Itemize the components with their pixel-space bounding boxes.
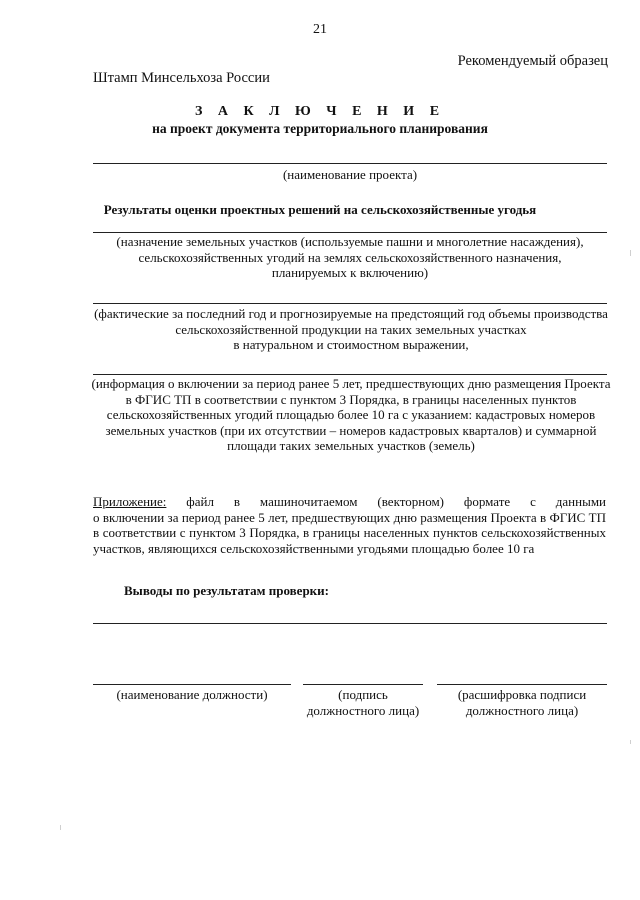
appendix-first-line-text: файл в машиночитаемом (векторном) формате с данными — [166, 494, 606, 509]
volumes-line — [93, 303, 607, 304]
purpose-caption — [93, 234, 607, 281]
scan-artifact-mark — [630, 740, 631, 744]
appendix-paragraph — [93, 494, 606, 556]
document-subtitle: на проект документа территориального планирования — [152, 121, 488, 136]
decoding-caption-line: (расшифровка подписи — [457, 687, 587, 702]
signature-caption-line: (подпись — [338, 687, 388, 702]
signature-caption-line: должностного лица) — [306, 702, 420, 718]
stamp-label: Штамп Минсельхоза России — [93, 70, 270, 86]
position-line — [93, 684, 291, 685]
project-name-caption: (наименование проекта) — [282, 167, 418, 182]
info-caption-line: площади таких земельных участков (земель) — [227, 438, 475, 453]
purpose-line — [93, 232, 607, 233]
project-name-line — [93, 163, 607, 164]
info-caption-line: земельных участков (при их отсутствии – номеров кадастровых кварталов) и суммарной — [105, 422, 597, 438]
conclusions-line — [93, 623, 607, 624]
recommended-sample-label: Рекомендуемый образец — [457, 53, 608, 69]
scan-artifact-mark — [630, 250, 631, 256]
appendix-first-line — [93, 494, 606, 510]
purpose-caption-line: (назначение земельных участков (используемые пашни и многолетние насаждения), — [116, 234, 584, 249]
appendix-label: Приложение: — [93, 494, 167, 509]
decoding-caption-line: должностного лица) — [465, 702, 579, 718]
volumes-caption-line: (фактические за последний год и прогнозируемые на предстоящий год объемы производства — [94, 306, 608, 321]
appendix-body: о включении за период ранее 5 лет, предшествующих дню размещения Проекта в ФГИС ТП в соответствии с пунктом 3 Порядка, в границы населенных пунктов сельскохозяйственных участков, являющихся сельскохозяйственными угодьями площадью более 10 га — [93, 509, 606, 556]
purpose-caption-line: сельскохозяйственных угодий на землях сельскохозяйственного назначения, — [138, 249, 562, 265]
conclusions-label: Выводы по результатам проверки: — [124, 583, 329, 598]
volumes-caption-line: сельскохозяйственной продукции на таких земельных участках — [175, 321, 527, 337]
info-line — [93, 374, 607, 375]
decoding-caption — [430, 687, 614, 718]
info-caption-line: (информация о включении за период ранее 5 лет, предшествующих дню размещения Проекта — [91, 376, 611, 391]
position-caption: (наименование должности) — [116, 687, 268, 702]
purpose-caption-line: планируемых к включению) — [271, 265, 429, 280]
volumes-caption-line: в натуральном и стоимостном выражении, — [233, 337, 469, 352]
page-number: 21 — [313, 22, 327, 37]
info-caption-line: сельскохозяйственных угодий площадью более 10 га с указанием: кадастровых номеров — [106, 407, 596, 422]
section-heading: Результаты оценки проектных решений на сельскохозяйственные угодья — [103, 202, 537, 217]
decoding-line — [437, 684, 607, 685]
info-caption-line: в ФГИС ТП в соответствии с пунктом 3 Порядка, в границы населенных пунктов — [125, 391, 577, 407]
document-title: З А К Л Ю Ч Е Н И Е — [194, 104, 446, 119]
signature-caption — [285, 687, 441, 718]
info-caption — [91, 376, 611, 454]
scan-artifact-mark — [60, 825, 61, 830]
volumes-caption — [91, 306, 611, 353]
signature-line — [303, 684, 423, 685]
